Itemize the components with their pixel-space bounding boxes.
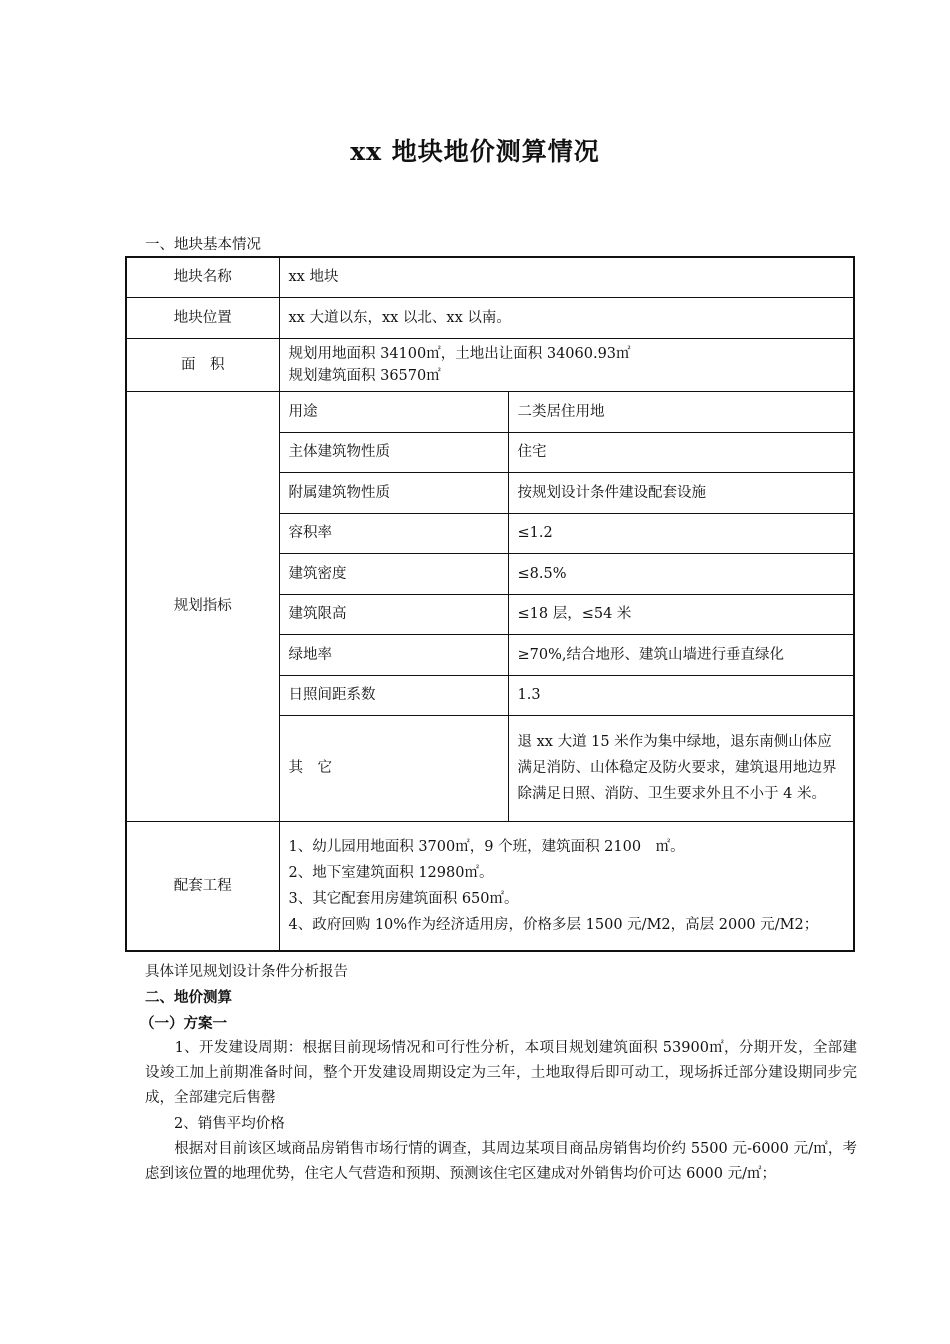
section-heading-basic-info: 一、地块基本情况 [145, 237, 261, 253]
land-info-table [125, 256, 855, 952]
page-title: xx 地块地价测算情况 [350, 137, 600, 166]
value-cell: 二类居住用地 [508, 391, 854, 432]
support-line: 1、幼儿园用地面积 3700㎡，9 个班，建筑面积 2100 ㎡。 [288, 838, 685, 855]
key-cell: 绿地率 [279, 634, 508, 675]
key-cell: 日照间距系数 [279, 675, 508, 715]
label-cell: 规划指标 [126, 391, 279, 821]
label-cell: 地块名称 [126, 257, 279, 297]
support-line: 2、地下室建筑面积 12980㎡。 [288, 864, 494, 881]
value-cell: ≤18 层，≤54 米 [508, 594, 854, 634]
key-cell: 附属建筑物性质 [279, 472, 508, 513]
note-text: 具体详见规划设计条件分析报告 [145, 964, 348, 980]
key-cell: 主体建筑物性质 [279, 432, 508, 472]
value-cell [279, 821, 854, 951]
table-row [126, 821, 854, 951]
area-line: 规划建筑面积 36570㎡ [288, 367, 441, 384]
table-row [126, 338, 854, 391]
label-cell: 配套工程 [126, 821, 279, 951]
key-cell: 用途 [279, 391, 508, 432]
paragraph: 1、开发建设周期：根据目前现场情况和可行性分析，本项目规划建筑面积 53900㎡，分期开发，全部建设竣工加上前期准备时间，整个开发建设周期设定为三年，土地取得后即可动工，现场拆迁部分建设期同步完成，全部建完后售罄 [145, 1040, 857, 1106]
value-cell [279, 338, 854, 391]
value-cell: 按规划设计条件建设配套设施 [508, 472, 854, 513]
label-cell: 地块位置 [126, 297, 279, 338]
key-cell: 建筑限高 [279, 594, 508, 634]
paragraph: 根据对目前该区域商品房销售市场行情的调查，其周边某项目商品房销售均价约 5500 元-6000 元/㎡，考虑到该位置的地理优势，住宅人气营造和预期、预测该住宅区建成对外销售均价可达 6000 元/㎡； [145, 1141, 857, 1182]
value-cell: 住宅 [508, 432, 854, 472]
value-cell: 1.3 [508, 675, 854, 715]
table-row [126, 391, 854, 432]
key-cell: 建筑密度 [279, 553, 508, 594]
support-line: 3、其它配套用房建筑面积 650㎡。 [288, 890, 519, 907]
value-cell: xx 大道以东，xx 以北、xx 以南。 [279, 297, 854, 338]
table-row [126, 257, 854, 297]
value-cell: ≤8.5% [508, 553, 854, 594]
value-cell: ≤1.2 [508, 513, 854, 553]
value-cell: xx 地块 [279, 257, 854, 297]
key-cell: 容积率 [279, 513, 508, 553]
area-line: 规划用地面积 34100㎡，土地出让面积 34060.93㎡ [288, 345, 631, 362]
label-cell: 面 积 [126, 338, 279, 391]
value-cell: ≥70%,结合地形、建筑山墙进行垂直绿化 [508, 634, 854, 675]
table-row [126, 297, 854, 338]
support-line: 4、政府回购 10%作为经济适用房，价格多层 1500 元/M2，高层 2000 元/M2； [288, 916, 819, 933]
key-cell: 其 它 [279, 715, 508, 821]
value-cell: 退 xx 大道 15 米作为集中绿地，退东南侧山体应满足消防、山体稳定及防火要求，建筑退用地边界除满足日照、消防、卫生要求外且不小于 4 米。 [508, 715, 854, 821]
paragraph: 2、销售平均价格 [145, 1116, 285, 1132]
section-heading-land-price: 二、地价测算 [145, 990, 232, 1006]
subsection-heading-plan-one: （一）方案一 [140, 1016, 227, 1032]
